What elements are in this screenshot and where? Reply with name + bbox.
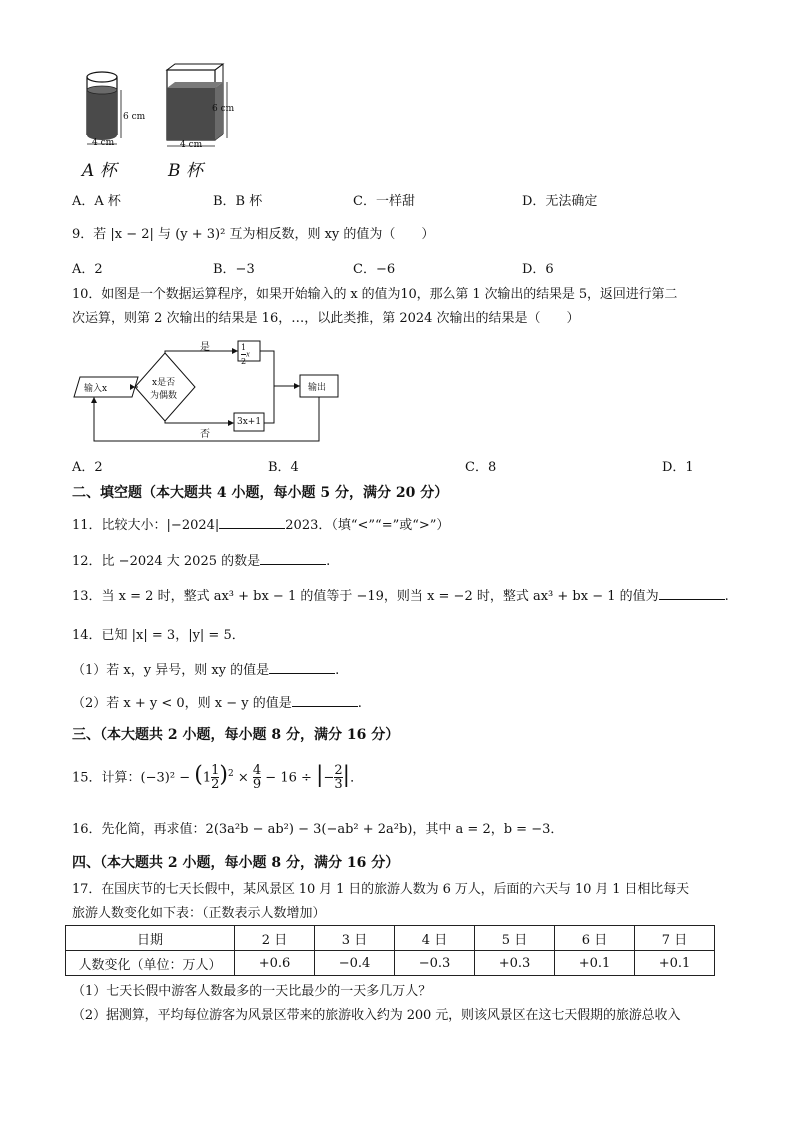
flow-output-label: 输出 <box>308 383 327 393</box>
q16: 16．先化简，再求值：2(3a²b − ab²) − 3(−ab² + 2a²b)，其中 a = 2，b = −3． <box>72 822 564 837</box>
q14-p2-post: . <box>357 696 362 711</box>
flow-cond-line2: 为偶数 <box>150 391 178 401</box>
table-cell: 4 日 <box>395 926 475 951</box>
q15-whole: 1 <box>202 770 212 786</box>
cup-a-width-label: 4 cm <box>92 138 115 148</box>
q15-f2-num: 4 <box>252 763 262 779</box>
q15-exp: 2 <box>227 769 234 779</box>
section-4-heading: 四、（本大题共 2 小题，每小题 8 分，满分 16 分） <box>72 855 400 871</box>
q11-blank <box>219 516 285 529</box>
q15-f3-den: 3 <box>334 777 343 793</box>
q15-f1-den: 2 <box>211 777 220 793</box>
q12 <box>72 550 330 569</box>
flow-half-var: x <box>246 349 250 359</box>
q10-stem-line1: 10．如图是一个数据运算程序，如果开始输入的 x 的值为10，那么第 1 次输出的结果是 5，返回进行第二 <box>72 287 678 302</box>
table-cell: 2 日 <box>235 926 315 951</box>
q15-end: ． <box>350 770 364 786</box>
flow-yes-label: 是 <box>200 342 210 353</box>
q14-p1-pre: （1）若 x，y 异号，则 xy 的值是 <box>72 663 270 678</box>
flow-half-num: 1 <box>241 341 246 355</box>
q9-option-d: D．6 <box>522 262 554 277</box>
q13 <box>72 585 729 604</box>
q17-part1: （1）七天长假中游客人数最多的一天比最少的一天多几万人？ <box>72 984 432 999</box>
q15: 15．计算：(−3)² − (1 $\frac{1}{2}$ )$^2$ × $\frac{4}{9}$ − 16 ÷ |− $\frac{2}{3}$ |． <box>72 762 364 793</box>
cup-b-width-label: 4 cm <box>180 140 203 150</box>
q14-p1-blank <box>269 661 335 674</box>
flow-half-label <box>241 341 250 368</box>
q8-option-d: D．无法确定 <box>522 194 598 209</box>
table-cell: 6 日 <box>555 926 635 951</box>
q17-line2: 旅游人数变化如下表：（正数表示人数增加） <box>72 906 326 921</box>
q14-p2-blank <box>292 694 358 707</box>
table-row <box>66 951 715 976</box>
q11 <box>72 514 449 533</box>
cup-b-height-label: 6 cm <box>212 104 235 114</box>
cup-a-height-label: 6 cm <box>123 112 146 122</box>
q9-option-b: B．−3 <box>213 262 255 277</box>
q15-neg: − <box>323 770 335 786</box>
table-cell: 5 日 <box>475 926 555 951</box>
flow-cond-line1: x是否 <box>152 378 176 388</box>
table-cell: 人数变化（单位：万人） <box>66 951 235 976</box>
q15-times: × <box>233 770 253 786</box>
flow-no-label: 否 <box>200 429 210 440</box>
q10-option-d: D．1 <box>662 460 694 475</box>
q8-option-b: B．B 杯 <box>213 194 263 209</box>
q10-option-c: C．8 <box>465 460 497 475</box>
section-3-heading: 三、（本大题共 2 小题，每小题 8 分，满分 16 分） <box>72 727 400 743</box>
q12-blank <box>260 552 326 565</box>
q10-option-b: B．4 <box>268 460 299 475</box>
q15-f3-num: 2 <box>334 763 343 779</box>
q14-p2-pre: （2）若 x + y < 0，则 x − y 的值是 <box>72 696 292 711</box>
flow-half-den: 2 <box>241 357 247 366</box>
q9-option-c: C．−6 <box>353 262 396 277</box>
q8-option-a: A．A 杯 <box>72 194 121 209</box>
table-header-row <box>66 926 715 951</box>
q15-t1: (−3)² − <box>140 770 195 786</box>
q12-pre: 12．比 −2024 大 2025 的数是 <box>72 554 261 569</box>
q17-part2: （2）据测算，平均每位游客为风景区带来的旅游收入约为 200 元，则该风景区在这七天假期的旅游总收入 <box>72 1008 681 1023</box>
flow-input-label: 输入x <box>84 384 108 394</box>
q14-part2 <box>72 692 362 711</box>
table-cell: +0.6 <box>235 951 315 976</box>
flow-triple-label: 3x+1 <box>237 417 262 427</box>
q14-p1-post: . <box>335 663 340 678</box>
tourism-table <box>65 925 715 976</box>
table-cell: +0.3 <box>475 951 555 976</box>
q15-lead: 15．计算： <box>72 770 141 786</box>
table-cell: 日期 <box>66 926 235 951</box>
q15-f2-den: 9 <box>252 777 262 793</box>
section-2-heading: 二、填空题（本大题共 4 小题，每小题 5 分，满分 20 分） <box>72 485 449 501</box>
table-cell: 3 日 <box>315 926 395 951</box>
table-cell: −0.4 <box>315 951 395 976</box>
q10-option-a: A．2 <box>72 460 103 475</box>
q17-line1: 17．在国庆节的七天长假中，某风景区 10 月 1 日的旅游人数为 6 万人，后面的六天与 10 月 1 日相比每天 <box>72 882 689 897</box>
table-cell: +0.1 <box>555 951 635 976</box>
q15-f1-num: 1 <box>211 763 220 779</box>
q10-stem-line2: 次运算，则第 2 次输出的结果是 16，…，以此类推，第 2024 次输出的结果是（ ） <box>72 311 580 326</box>
q14-stem: 14．已知 |x| = 3，|y| = 5． <box>72 628 245 643</box>
table-cell: +0.1 <box>635 951 715 976</box>
q14-part1 <box>72 659 339 678</box>
table-cell: −0.3 <box>395 951 475 976</box>
cup-a <box>87 72 121 144</box>
q11-post: 2023．（填“<”“=”或“>”） <box>285 518 450 533</box>
q12-post: . <box>326 554 331 569</box>
q11-pre: 11．比较大小：|−2024| <box>72 518 220 533</box>
q13-post: . <box>724 589 729 604</box>
q13-pre: 13．当 x = 2 时，整式 ax³ + bx − 1 的值等于 −19，则当 x = −2 时，整式 ax³ + bx − 1 的值为 <box>72 589 659 604</box>
q13-blank <box>659 587 725 600</box>
q8-option-c: C．一样甜 <box>353 194 415 209</box>
table-cell: 7 日 <box>635 926 715 951</box>
cup-a-caption: A 杯 <box>82 161 117 181</box>
q9-option-a: A．2 <box>72 262 103 277</box>
q15-mid: − 16 ÷ <box>261 770 317 786</box>
cup-b-caption: B 杯 <box>168 161 203 181</box>
q9-stem: 9．若 |x − 2| 与 (y + 3)² 互为相反数，则 xy 的值为（ ） <box>72 227 435 242</box>
